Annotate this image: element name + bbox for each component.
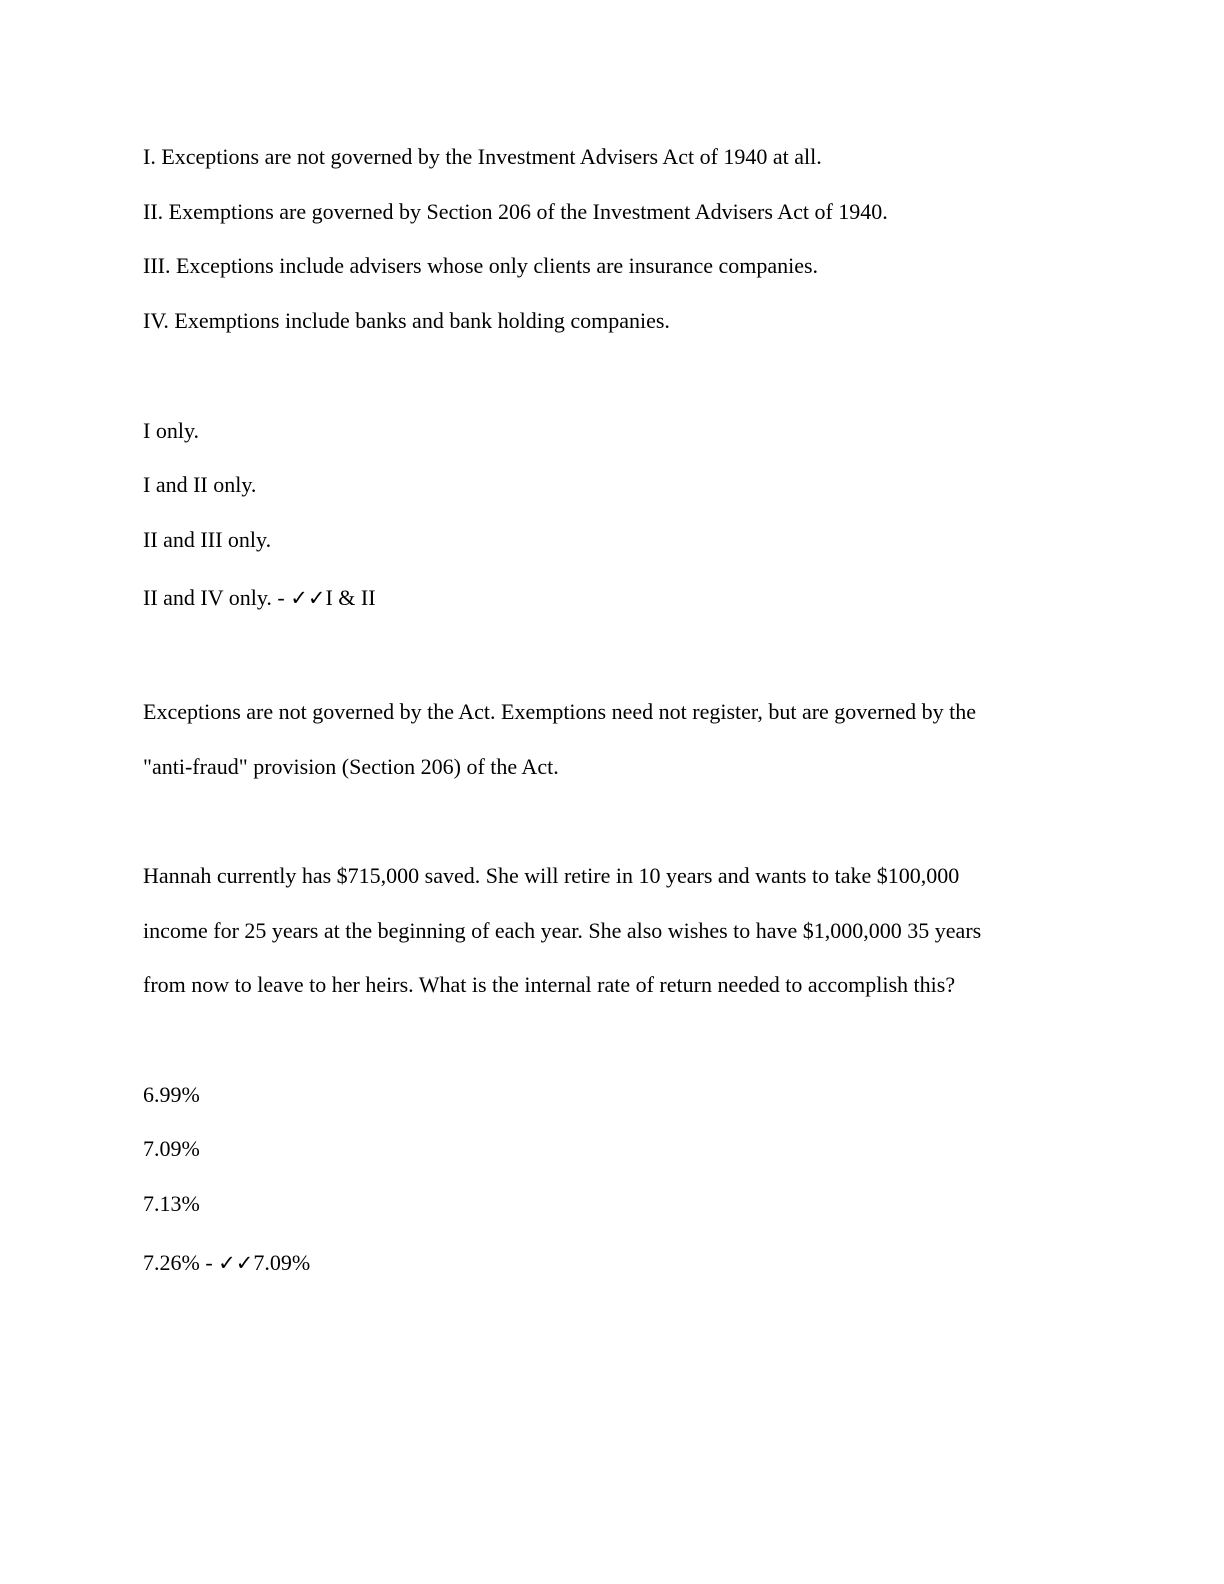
q1-option-1: I only.: [143, 418, 200, 443]
q2-prompt-line-1: Hannah currently has $715,000 saved. She will retire in 10 years and wants to take $100,000: [143, 863, 960, 888]
q2-option-3: 7.13%: [143, 1191, 200, 1216]
q1-option-2: I and II only.: [143, 472, 257, 497]
q1-option-3: II and III only.: [143, 527, 272, 552]
explanation-line-2: "anti-fraud" provision (Section 206) of the Act.: [143, 754, 559, 779]
statement-3: III. Exceptions include advisers whose only clients are insurance companies.: [143, 253, 819, 278]
q2-option-4: 7.26% -: [143, 1250, 219, 1275]
q2-prompt-line-2: income for 25 years at the beginning of each year. She also wishes to have $1,000,000 35 years: [143, 918, 982, 943]
q2-answer: 7.09%: [253, 1250, 311, 1275]
statement-4: IV. Exemptions include banks and bank holding companies.: [143, 308, 670, 333]
explanation-line-1: Exceptions are not governed by the Act. Exemptions need not register, but are governed by the: [143, 699, 977, 724]
q2-prompt-line-3: from now to leave to her heirs. What is the internal rate of return needed to accomplish this?: [143, 972, 956, 997]
q2-option-4-row: [143, 1249, 310, 1277]
q1-option-4: II and IV only. -: [143, 585, 291, 610]
statement-1: I. Exceptions are not governed by the Investment Advisers Act of 1940 at all.: [143, 144, 822, 169]
check-mark-icon: ✓✓: [290, 586, 326, 610]
q2-option-2: 7.09%: [143, 1136, 200, 1161]
statement-2: II. Exemptions are governed by Section 206 of the Investment Advisers Act of 1940.: [143, 199, 888, 224]
q1-option-4-row: [143, 584, 376, 612]
check-mark-icon: ✓✓: [218, 1251, 254, 1275]
q1-answer: I & II: [325, 585, 376, 610]
q2-option-1: 6.99%: [143, 1082, 200, 1107]
